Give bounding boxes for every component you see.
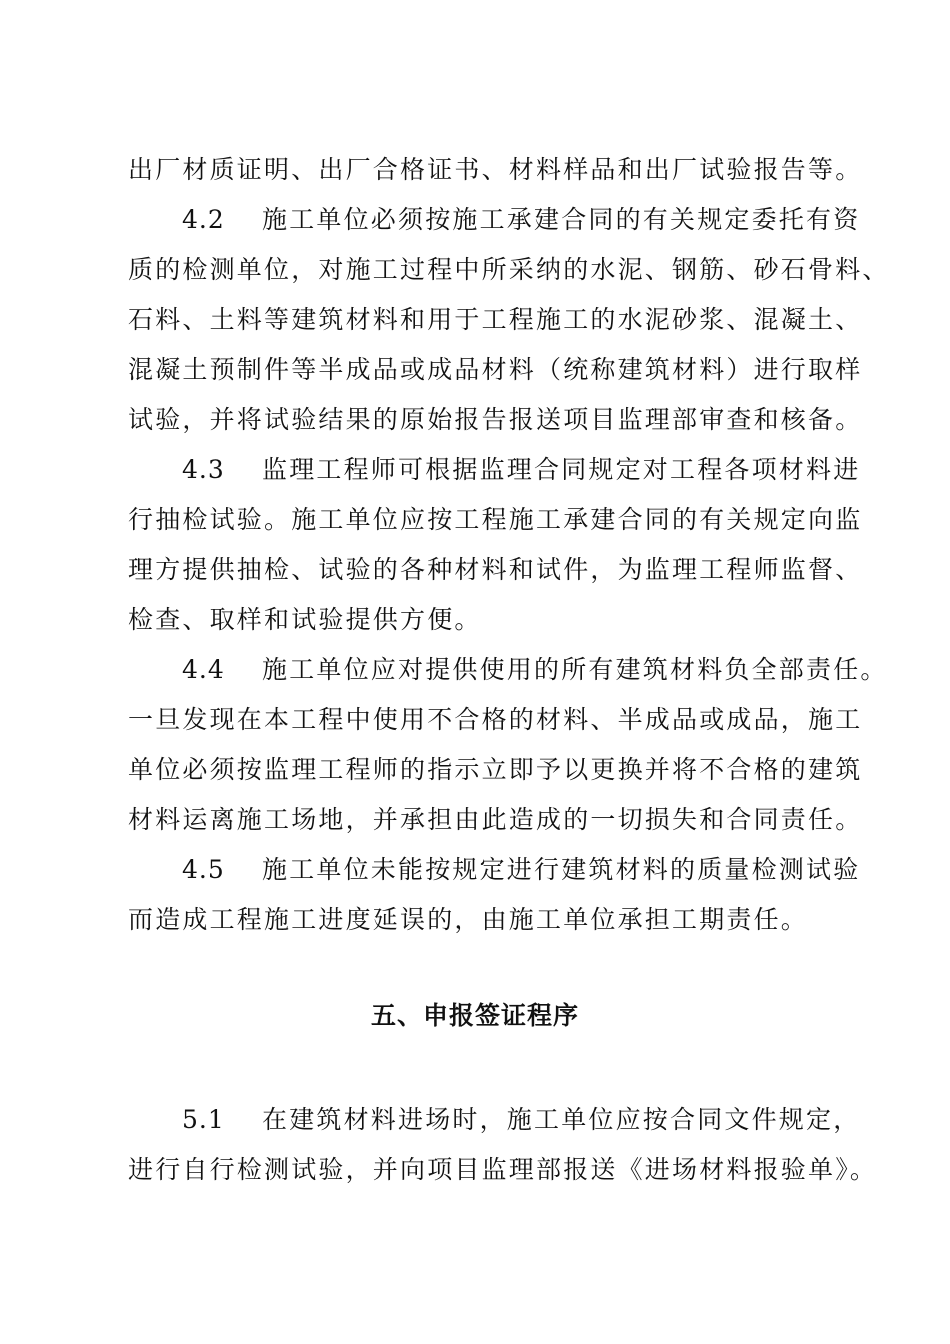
text-line-13: 单位必须按监理工程师的指示立即予以更换并将不合格的建筑 <box>128 755 863 784</box>
clause-4-2 <box>128 202 902 238</box>
text-line-12: 一旦发现在本工程中使用不合格的材料、半成品或成品，施工 <box>128 705 863 734</box>
text-line-1: 出厂材质证明、出厂合格证书、材料样品和出厂试验报告等。 <box>128 155 863 184</box>
clause-text: 在建筑材料进场时，施工单位应按合同文件规定， <box>262 1105 861 1134</box>
clause-4-3 <box>128 452 902 488</box>
text-line-6: 试验，并将试验结果的原始报告报送项目监理部审查和核备。 <box>128 405 863 434</box>
text-line-10: 检查、取样和试验提供方便。 <box>128 605 482 634</box>
clause-4-4 <box>128 652 902 688</box>
clause-number: 5.1 <box>182 1105 225 1134</box>
clause-number: 4.5 <box>182 855 225 884</box>
clause-5-1 <box>128 1102 902 1138</box>
text-line-9: 理方提供抽检、试验的各种材料和试件，为监理工程师监督、 <box>128 555 863 584</box>
text-line-8: 行抽检试验。施工单位应按工程施工承建合同的有关规定向监 <box>128 505 863 534</box>
text-line-14: 材料运离施工场地，并承担由此造成的一切损失和合同责任。 <box>128 805 863 834</box>
text-line-16: 而造成工程施工进度延误的，由施工单位承担工期责任。 <box>128 905 809 934</box>
text-line-4: 石料、土料等建筑材料和用于工程施工的水泥砂浆、混凝土、 <box>128 305 863 334</box>
clause-text: 施工单位未能按规定进行建筑材料的质量检测试验 <box>262 855 861 884</box>
clause-4-5 <box>128 852 902 888</box>
clause-number: 4.2 <box>182 205 225 234</box>
clause-text: 施工单位应对提供使用的所有建筑材料负全部责任。 <box>262 655 888 684</box>
text-line-3: 质的检测单位，对施工过程中所采纳的水泥、钢筋、砂石骨料、 <box>128 255 890 284</box>
clause-number: 4.3 <box>182 455 225 484</box>
text-line-18: 进行自行检测试验，并向项目监理部报送《进场材料报验单》。 <box>128 1155 878 1184</box>
text-line-5: 混凝土预制件等半成品或成品材料（统称建筑材料）进行取样 <box>128 355 863 384</box>
clause-number: 4.4 <box>182 655 225 684</box>
clause-text: 施工单位必须按施工承建合同的有关规定委托有资 <box>262 205 861 234</box>
clause-text: 监理工程师可根据监理合同规定对工程各项材料进 <box>262 455 861 484</box>
section-heading: 五、申报签证程序 <box>370 1001 579 1030</box>
